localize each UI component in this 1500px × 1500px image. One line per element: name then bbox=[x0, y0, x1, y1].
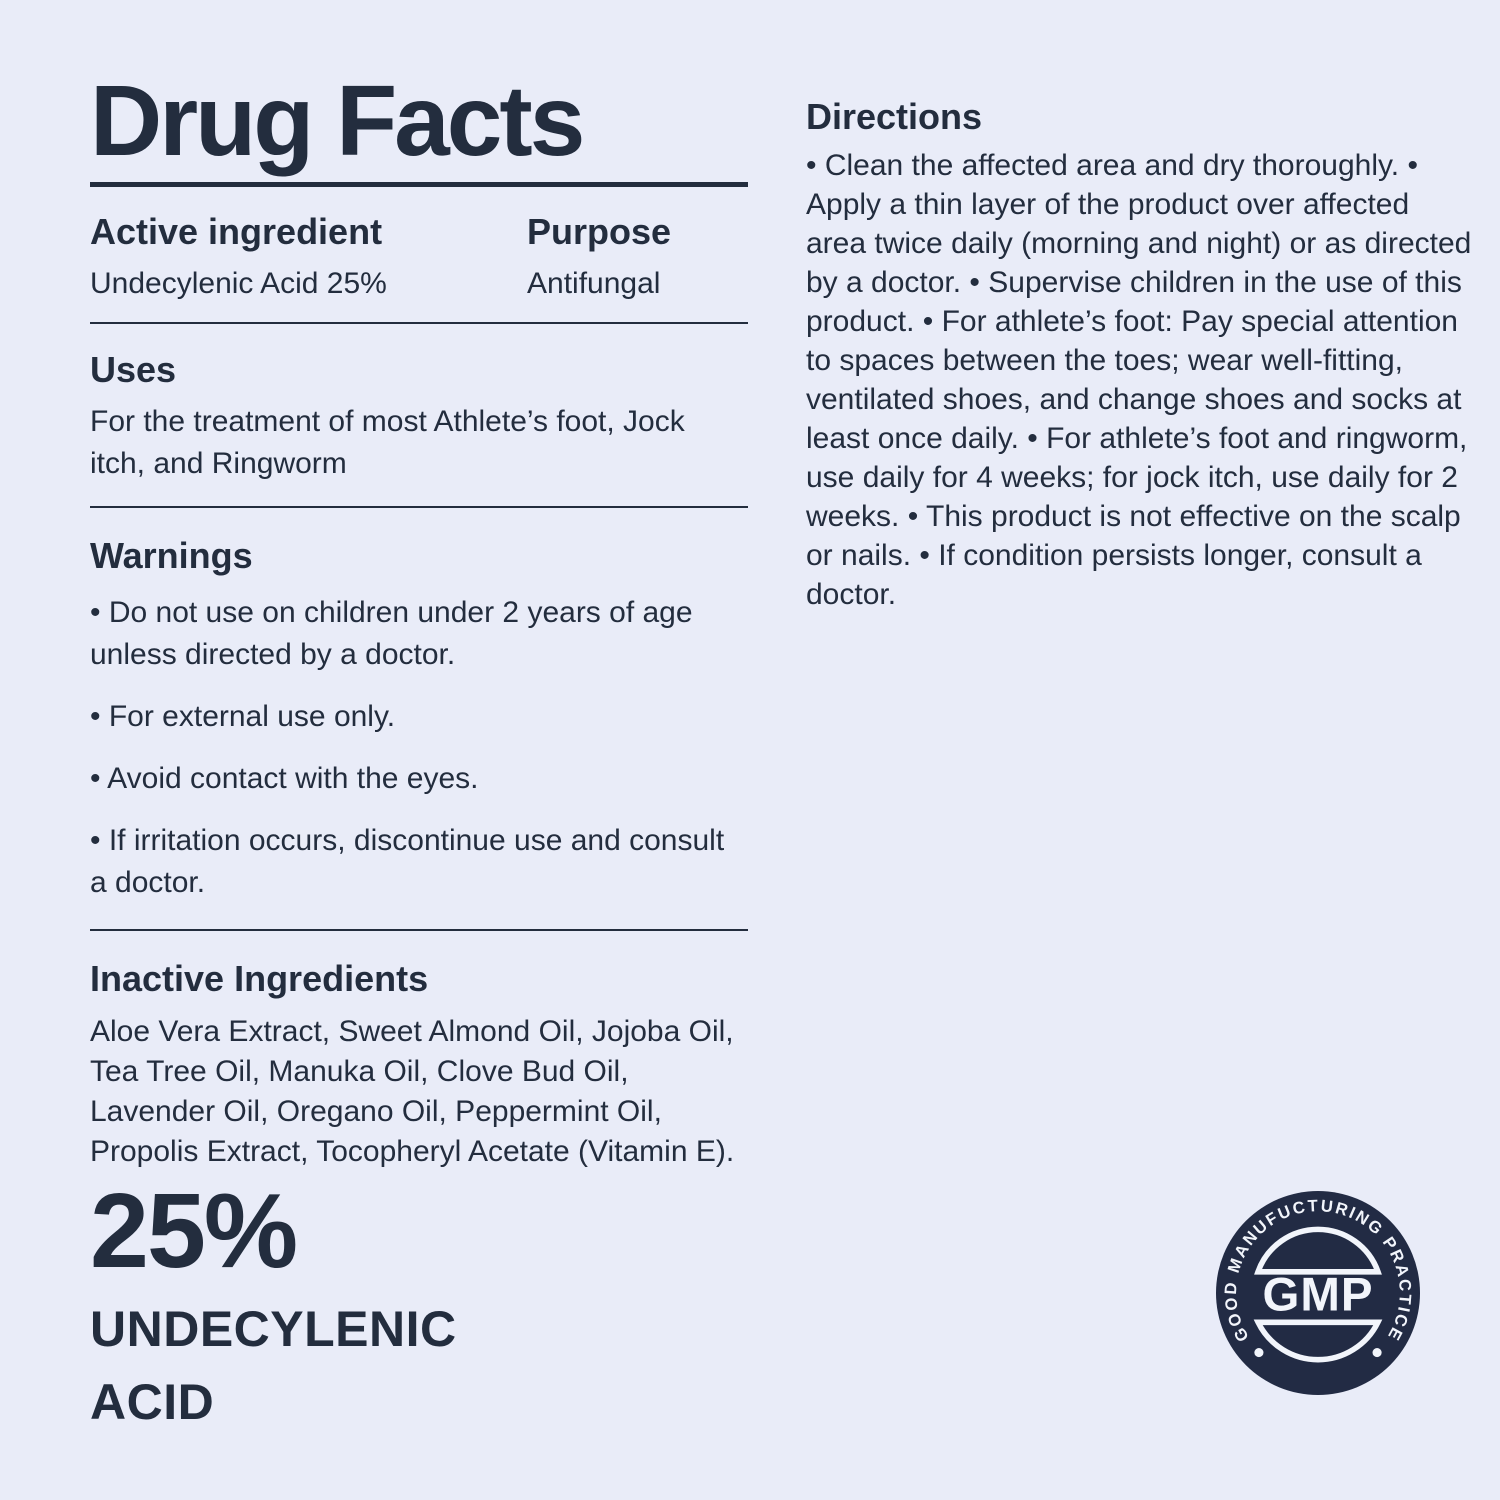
drug-facts-title: Drug Facts bbox=[90, 65, 583, 177]
uses-text: For the treatment of most Athlete’s foot, Jock itch, and Ringworm bbox=[90, 404, 685, 480]
highlight-word-acid: ACID bbox=[90, 1374, 215, 1430]
warning-item: • If irritation occurs, discontinue use and consult a doctor. bbox=[90, 824, 725, 900]
percent-headline: 25% bbox=[90, 1172, 297, 1290]
directions-heading: Directions bbox=[806, 96, 983, 137]
directions-text: • Clean the affected area and dry thoroughly. • Apply a thin layer of the product over affected area twice daily (morning and night) or as directed by a doctor. • Supervise children in the use of this product. • For athlete’s foot: Pay special attention to spaces between the toes; wear well-fitting, ventilated shoes, and change shoes and socks at least once daily. • For athlete’s foot and ringworm, use daily for 4 weeks; for jock itch, use daily for 2 weeks. • This product is not effective on the scalp or nails. • If condition persists longer, consult a doctor. bbox=[806, 149, 1472, 612]
ingredient-highlight bbox=[90, 1172, 590, 1430]
active-ingredient-heading: Active ingredient bbox=[90, 211, 383, 252]
warning-item: • Do not use on children under 2 years of age unless directed by a doctor. bbox=[90, 596, 693, 672]
warning-item: • Avoid contact with the eyes. bbox=[90, 762, 479, 796]
inactive-ingredients-text: Aloe Vera Extract, Sweet Almond Oil, Jojoba Oil, Tea Tree Oil, Manuka Oil, Clove Bud Oil, Lavender Oil, Oregano Oil, Peppermint Oil, Propolis Extract, Tocopheryl Acetate (Vitamin E). bbox=[90, 1014, 735, 1168]
divider-warnings bbox=[90, 929, 748, 931]
gmp-dot-left bbox=[1254, 1348, 1263, 1357]
gmp-dot-right bbox=[1373, 1348, 1382, 1357]
inactive-ingredients-heading: Inactive Ingredients bbox=[90, 958, 429, 1000]
divider-active-ingredient bbox=[90, 322, 748, 324]
gmp-arc-textpath: GOOD MANUFUCTURING PRACTICE bbox=[1220, 1196, 1416, 1345]
warnings-heading: Warnings bbox=[90, 534, 253, 576]
purpose-heading: Purpose bbox=[527, 211, 672, 252]
active-ingredient-section bbox=[90, 211, 748, 305]
directions-panel bbox=[806, 96, 1474, 614]
gmp-badge bbox=[1216, 1191, 1420, 1395]
gmp-center-text: GMP bbox=[1262, 1268, 1374, 1322]
active-ingredient-value: Undecylenic Acid 25% bbox=[90, 267, 387, 301]
highlight-word-undecylenic: UNDECYLENIC bbox=[90, 1301, 457, 1357]
divider-title bbox=[90, 182, 748, 187]
uses-heading: Uses bbox=[90, 349, 177, 391]
gmp-badge-graphic bbox=[1216, 1191, 1420, 1395]
drug-facts-panel bbox=[90, 65, 748, 1172]
purpose-value: Antifungal bbox=[527, 267, 661, 301]
warning-item: • For external use only. bbox=[90, 700, 396, 734]
divider-uses bbox=[90, 506, 748, 508]
warnings-list bbox=[90, 592, 748, 904]
